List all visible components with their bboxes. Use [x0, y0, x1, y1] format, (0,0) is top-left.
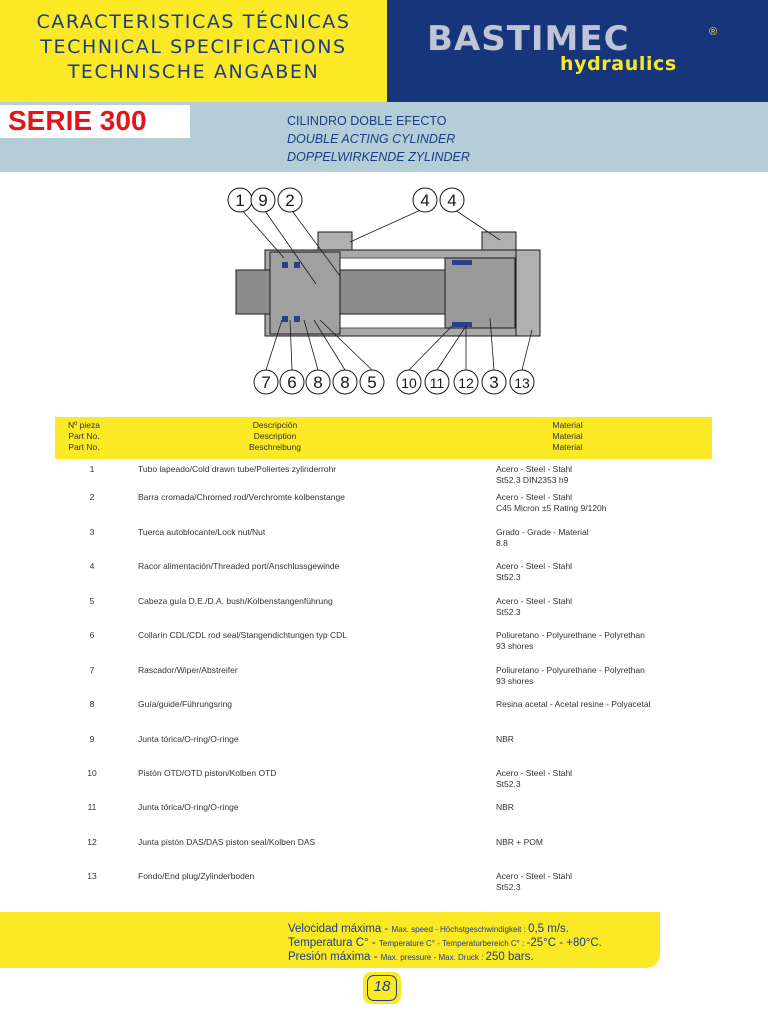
series-label: SERIE 300: [8, 105, 147, 136]
callout-label: 7: [261, 373, 271, 392]
table-row: [0, 630, 768, 660]
part-no: 6: [89, 630, 95, 640]
col-header-description: [180, 420, 370, 453]
table-row: [0, 464, 768, 494]
table-row: [0, 527, 768, 557]
cylinder-type-en: DOUBLE ACTING CYLINDER: [287, 132, 456, 146]
callout-label: 10: [401, 375, 417, 391]
material-line: Acero - Steel - Stahl: [496, 561, 573, 571]
spec-value: 0,5 m/s.: [528, 923, 569, 935]
part-description: Junta tórica/O-ring/O-ringe: [138, 802, 239, 812]
part-no: 5: [89, 596, 95, 606]
callout-label: 8: [340, 373, 350, 392]
table-row: [0, 561, 768, 591]
part-description: Pistón OTD/OTD piston/Kolben OTD: [138, 768, 277, 778]
table-row: [0, 837, 768, 867]
part-description: Barra cromada/Chromed rod/Verchromte kolbenstange: [138, 492, 345, 502]
part-description: Junta tórica/O-ring/O-ringe: [138, 734, 239, 744]
table-row: [0, 665, 768, 695]
part-description: Tuerca autoblocante/Lock nut/Nut: [138, 527, 266, 537]
material-line: Grado - Grade - Material: [496, 527, 589, 537]
col-header-part-no-en: Part No.: [68, 431, 100, 441]
part-material: [496, 734, 514, 745]
registered-mark: ®: [709, 26, 718, 38]
callout-label: 13: [514, 375, 530, 391]
material-line: Acero - Steel - Stahl: [496, 464, 573, 474]
material-spec: St52.3: [496, 779, 521, 789]
part-no: 1: [89, 464, 95, 474]
spec-label: Velocidad máxima -: [288, 923, 392, 935]
material-spec: 93 shores: [496, 641, 534, 651]
table-row: [0, 871, 768, 901]
part-no: 4: [89, 561, 95, 571]
callout-label: 6: [287, 373, 297, 392]
material-line: Acero - Steel - Stahl: [496, 871, 573, 881]
part-no: 3: [89, 527, 95, 537]
material-line: Acero - Steel - Stahl: [496, 768, 573, 778]
col-header-description-en: Description: [253, 431, 297, 441]
col-header-material-es: Material: [552, 420, 583, 430]
col-header-part-no-es: Nº pieza: [68, 420, 100, 430]
title-german: TECHNISCHE ANGABEN: [67, 61, 320, 83]
part-material: [496, 871, 572, 893]
spec-value: 250 bars.: [485, 951, 534, 963]
material-spec: St52.3: [496, 572, 521, 582]
material-spec: St52.3: [496, 882, 521, 892]
table-row: [0, 802, 768, 832]
material-line: Acero - Steel - Stahl: [496, 596, 573, 606]
callout-label: 4: [420, 191, 430, 210]
material-line: NBR: [496, 802, 514, 812]
material-line: Resina acetal - Acetal resine - Polyacetal: [496, 699, 651, 709]
table-row: [0, 734, 768, 764]
col-header-material: [470, 420, 665, 453]
part-material: [496, 630, 645, 652]
part-description: Collarín CDL/CDL rod seal/Stangendichtungen typ CDL: [138, 630, 347, 640]
spec-sublabel: Max. pressure - Max. Druck :: [380, 953, 486, 962]
material-line: NBR + POM: [496, 837, 543, 847]
cylinder-type-es: CILINDRO DOBLE EFECTO: [287, 114, 447, 128]
part-material: [496, 527, 589, 549]
part-material: [496, 561, 572, 583]
material-spec: St52.3: [496, 607, 521, 617]
col-header-description-de: Beschreibung: [249, 442, 301, 452]
material-line: Acero - Steel - Stahl: [496, 492, 573, 502]
part-no: 12: [87, 837, 97, 847]
part-material: [496, 768, 572, 790]
spec-sublabel: Max. speed - Höchstgeschwindigkeit :: [391, 925, 529, 934]
brand-logo: BASTIMEC: [427, 19, 630, 59]
part-material: [496, 699, 651, 710]
callout-label: 5: [367, 373, 377, 392]
callout-label: 3: [489, 373, 499, 392]
spec-sublabel: Temperature C° - Temperaturbereich C° :: [378, 939, 527, 948]
part-no: 8: [89, 699, 95, 709]
table-row: [0, 768, 768, 798]
part-description: Guía/guide/Führungsring: [138, 699, 233, 709]
part-material: [496, 665, 645, 687]
material-line: Poliuretano - Polyurethane - Polyrethan: [496, 665, 645, 675]
cylinder-type-de: DOPPELWIRKENDE ZYLINDER: [287, 150, 470, 164]
callout-label: 2: [285, 191, 295, 210]
col-header-material-de: Material: [552, 442, 583, 452]
part-description: Tubo lapeado/Cold drawn tube/Poliertes zylinderrohr: [138, 464, 337, 474]
part-description: Cabeza guía D.E./D.A. bush/Kolbenstangenführung: [138, 596, 333, 606]
spec-label: Temperatura C° -: [288, 937, 379, 949]
part-no: 11: [87, 802, 97, 812]
title-spanish: CARACTERISTICAS TÉCNICAS: [36, 11, 351, 33]
part-no: 9: [89, 734, 95, 744]
material-spec: 93 shores: [496, 676, 534, 686]
callout-label: 9: [258, 191, 268, 210]
material-spec: 8.8: [496, 538, 508, 548]
part-no: 10: [87, 768, 97, 778]
part-no: 13: [87, 871, 97, 881]
callout-label: 12: [458, 375, 474, 391]
col-header-material-en: Material: [552, 431, 583, 441]
cylinder-type-titles: [287, 112, 470, 166]
part-material: [496, 596, 572, 618]
material-line: NBR: [496, 734, 514, 744]
part-material: [496, 837, 543, 848]
spec-value: -25°C - +80°C.: [526, 937, 602, 949]
spec-label: Presión máxima -: [288, 951, 381, 963]
callout-label: 11: [429, 375, 445, 391]
material-line: Poliuretano - Polyurethane - Polyrethan: [496, 630, 645, 640]
part-material: [496, 802, 514, 813]
material-spec: St52.3 DIN2353 h9: [496, 475, 569, 485]
cylinder-cross-section-drawing: [220, 180, 550, 410]
part-description: Rascador/Wiper/Abstreifer: [138, 665, 238, 675]
header-titles: [0, 10, 387, 85]
callout-label: 4: [447, 191, 457, 210]
col-header-description-es: Descripción: [252, 420, 298, 430]
brand-tagline: hydraulics: [560, 53, 677, 75]
table-row: [0, 492, 768, 522]
material-spec: C45 Micron ±5 Rating 9/120h: [496, 503, 607, 513]
part-material: [496, 464, 572, 486]
part-description: Junta pistón DAS/DAS piston seal/Kolben DAS: [138, 837, 316, 847]
part-description: Racor alimentación/Threaded port/Anschlussgewinde: [138, 561, 340, 571]
callout-label: 1: [235, 191, 245, 210]
part-description: Fondo/End plug/Zylinderboden: [138, 871, 255, 881]
title-english: TECHNICAL SPECIFICATIONS: [40, 36, 347, 58]
part-no: 7: [89, 665, 95, 675]
callout-label: 8: [313, 373, 323, 392]
spec-max-pressure: [288, 947, 534, 965]
part-no: 2: [89, 492, 95, 502]
page-number: 18: [367, 975, 397, 1001]
table-row: [0, 596, 768, 626]
table-row: [0, 699, 768, 729]
col-header-part-no: [55, 420, 113, 453]
col-header-part-no-de: Part No.: [68, 442, 100, 452]
part-material: [496, 492, 607, 514]
